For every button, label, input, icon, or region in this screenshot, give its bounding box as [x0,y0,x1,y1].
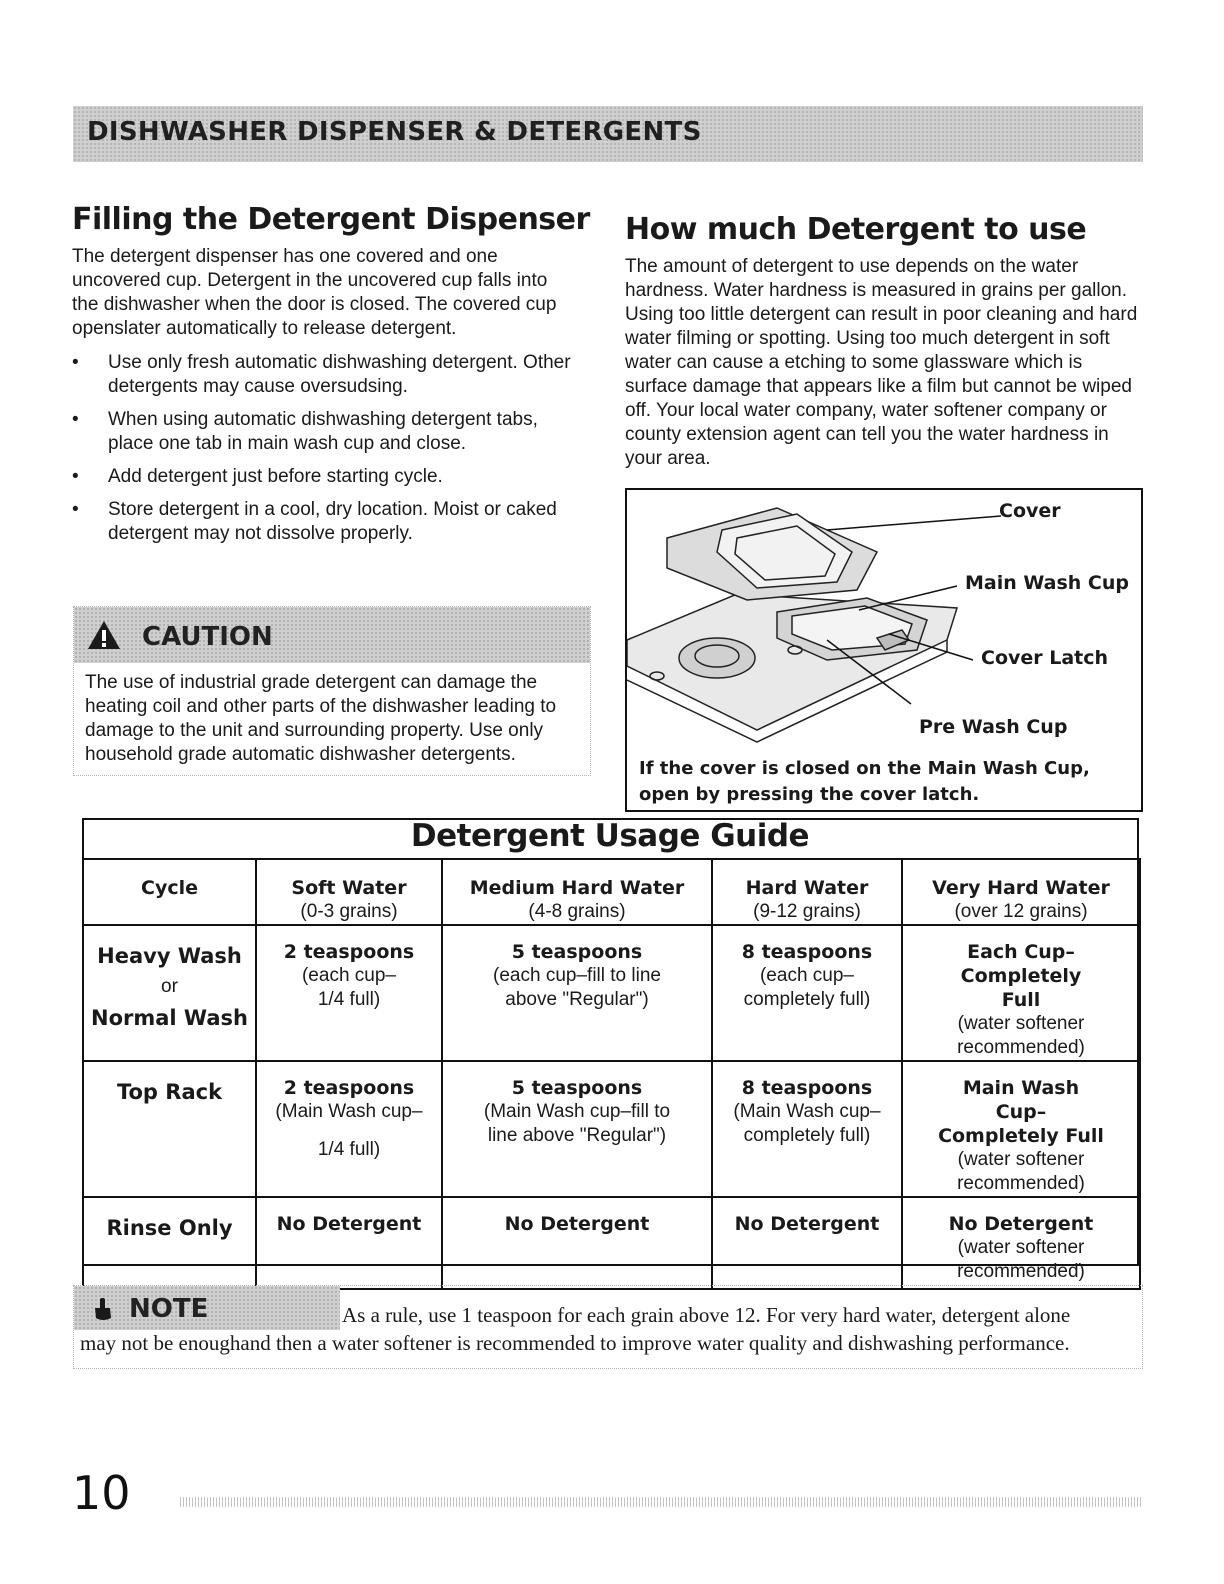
warning-icon [86,619,122,651]
main-wash-cup-label: Main Wash Cup [965,572,1130,594]
how-much-text: The amount of detergent to use depends on the water hardness. Water hardness is measured in grains per gallon. Using too little detergent can result in poor cleaning and hard water filming or spotting. Using too much detergent in soft water can cause a etching to some glassware which is surface damage that appears like a film but cannot be wiped off. Your local water company, water softener company or county extension agent can tell you the water hardness in your area. [625,256,1138,469]
table-header-row [83,859,1140,925]
very-hard-cell: Each Cup– Completely Full (water softener recommended) [902,925,1140,1061]
soft-cell: No Detergent [256,1197,442,1289]
caution-text: The use of industrial grade detergent can damage the heating coil and other parts of the dishwasher leading to damage to the unit and surrounding property. Use only household grade automatic dishwasher detergents. [85,672,557,765]
list-item: • Use only fresh automatic dishwashing detergent. Other detergents may cause oversudsing. [72,352,571,397]
pointing-hand-icon [90,1296,116,1322]
bullet-icon: • [72,466,79,487]
caution-title: CAUTION [142,622,273,652]
medium-cell: 5 teaspoons (each cup–fill to line above "Regular") [442,925,712,1061]
bullet-icon: • [72,499,79,520]
list-item: • When using automatic dishwashing detergent tabs, place one tab in main wash cup and close. [72,409,538,454]
bullet-icon: • [72,409,79,430]
very-hard-cell: No Detergent (water softener recommended) [902,1197,1140,1289]
header-cycle: Cycle [83,859,256,925]
filling-intro: The detergent dispenser has one covered and one uncovered cup. Detergent in the uncovered cup falls into the dishwasher when the door is closed. The covered cup openslater automatically to release detergent. [72,246,557,339]
list-item: • Store detergent in a cool, dry location. Moist or caked detergent may not dissolve properly. [72,499,557,544]
filling-bullets [72,351,572,546]
header-medium-hard-water: Medium Hard Water (4-8 grains) [442,859,712,925]
medium-cell: 5 teaspoons (Main Wash cup–fill to line above "Regular") [442,1061,712,1197]
how-much-heading: How much Detergent to use [625,212,1087,247]
pre-wash-cup-label: Pre Wash Cup [919,716,1068,738]
footer-rule [180,1497,1142,1507]
section-title: DISHWASHER DISPENSER & DETERGENTS [87,117,702,147]
page-number: 10 [72,1466,131,1520]
note-text-line1: As a rule, use 1 teaspoon for each grain above 12. For very hard water, detergent alone [342,1303,1071,1327]
note-box [73,1285,1143,1369]
caution-header [74,607,590,663]
dispenser-illustration [627,490,1141,754]
soft-cell: 2 teaspoons (Main Wash cup– 1/4 full) [256,1061,442,1197]
detergent-usage-table [82,858,1141,1290]
note-header [74,1286,340,1330]
hard-cell: No Detergent [712,1197,902,1289]
table-row [83,925,1140,1061]
header-hard-water: Hard Water (9-12 grains) [712,859,902,925]
medium-cell: No Detergent [442,1197,712,1289]
cover-label: Cover [999,500,1061,522]
note-text-line2: may not be enoughand then a water softener is recommended to improve water quality and dishwashing performance. [80,1331,1070,1355]
header-soft-water: Soft Water (0-3 grains) [256,859,442,925]
guide-title: Detergent Usage Guide [410,818,810,854]
hard-cell: 8 teaspoons (Main Wash cup– completely full) [712,1061,902,1197]
table-row [83,1197,1140,1289]
hard-cell: 8 teaspoons (each cup– completely full) [712,925,902,1061]
table-row [83,1061,1140,1197]
cover-latch-label: Cover Latch [981,647,1109,669]
diagram-caption: If the cover is closed on the Main Wash Cup, open by pressing the cover latch. [639,758,1090,805]
how-much-section [625,212,1145,471]
very-hard-cell: Main Wash Cup– Completely Full (water softener recommended) [902,1061,1140,1197]
cycle-cell: Heavy Wash or Normal Wash [83,925,256,1061]
caution-box [73,606,591,776]
bullet-icon: • [72,352,79,373]
cycle-cell: Rinse Only [83,1197,256,1289]
soft-cell: 2 teaspoons (each cup– 1/4 full) [256,925,442,1061]
filling-section [72,202,590,555]
filling-heading: Filling the Detergent Dispenser [72,202,590,237]
header-very-hard-water: Very Hard Water (over 12 grains) [902,859,1140,925]
cycle-cell: Top Rack [83,1061,256,1197]
note-title: NOTE [129,1294,209,1324]
dispenser-diagram [625,488,1143,812]
section-banner [73,106,1143,162]
list-item: • Add detergent just before starting cycle. [72,466,443,487]
